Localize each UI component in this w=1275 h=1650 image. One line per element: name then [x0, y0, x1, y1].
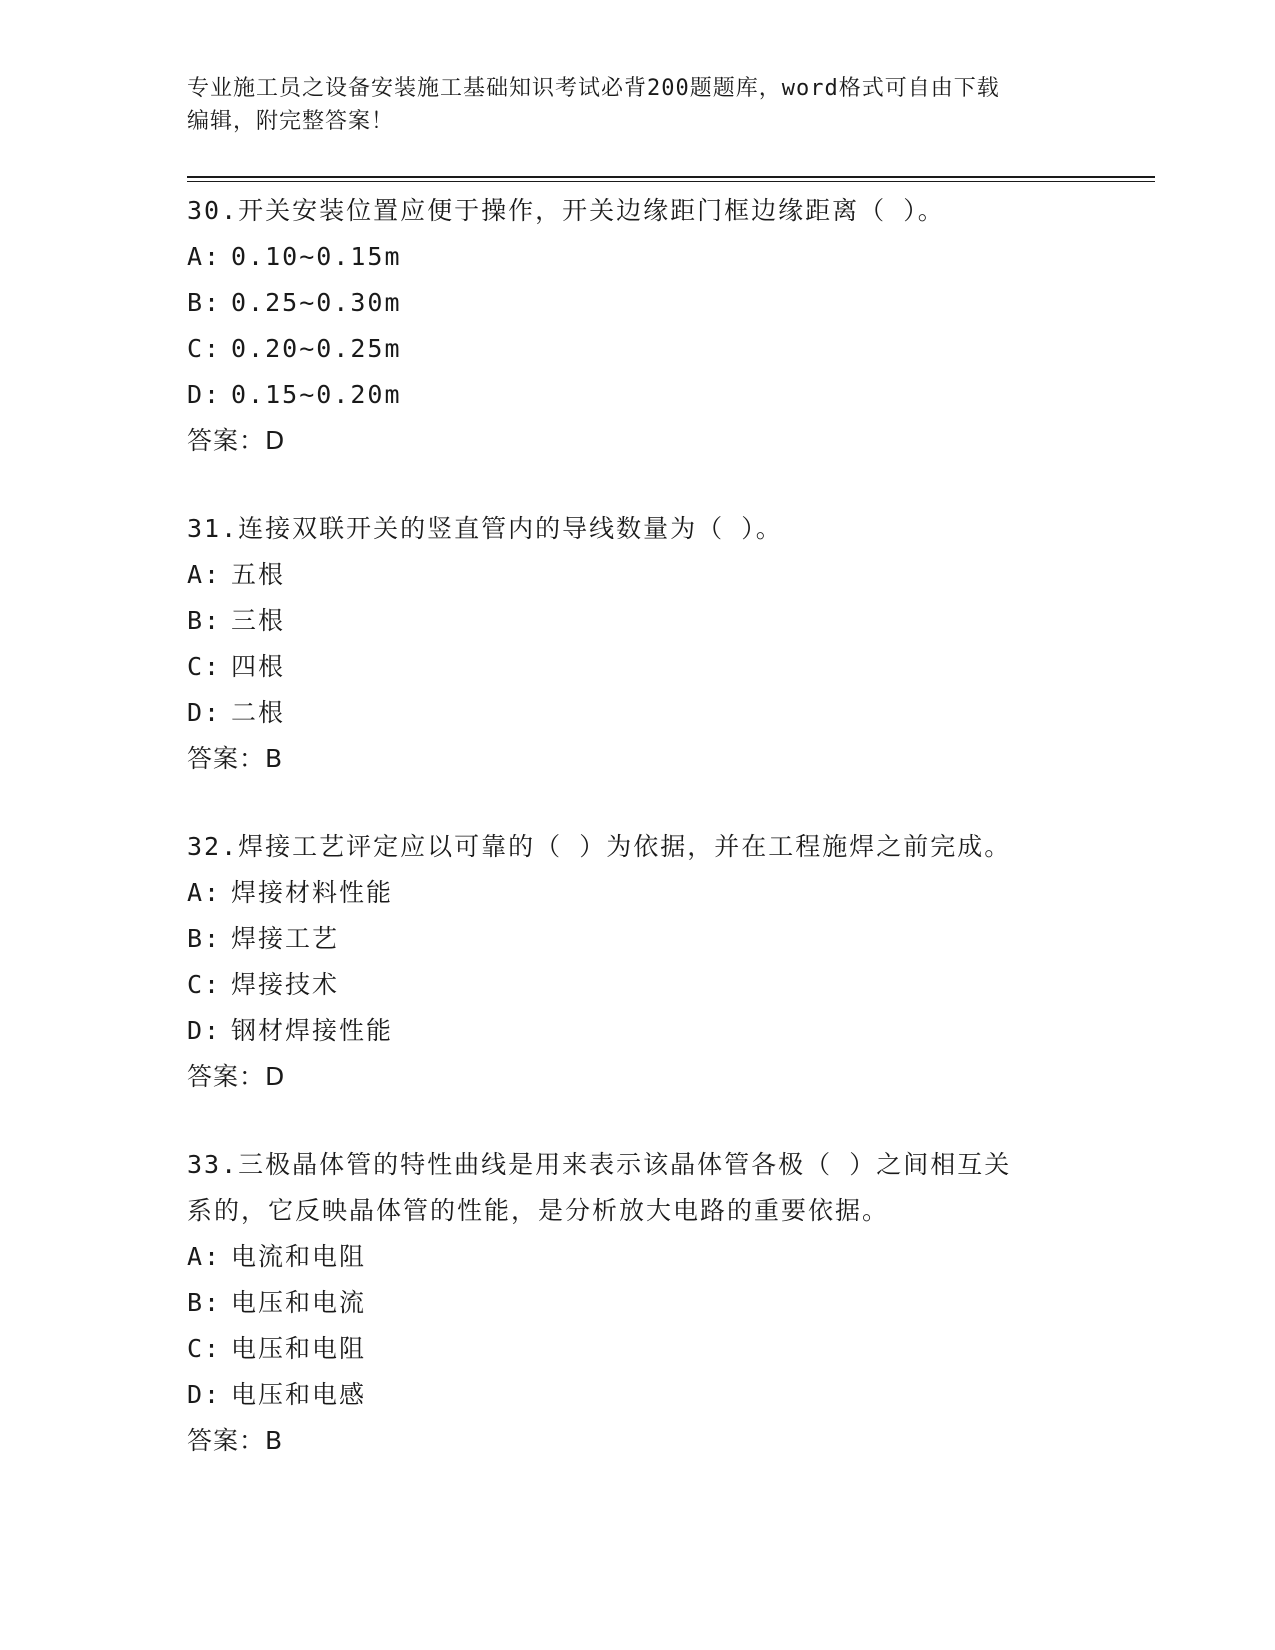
option-letter: A: [187, 560, 222, 589]
option-text: 0.10~0.15m [231, 242, 402, 271]
question-text-line-2: 系的，它反映晶体管的性能，是分析放大电路的重要依据。 [187, 1196, 890, 1225]
option-a [187, 870, 1147, 916]
answer-label: 答案：D [187, 1062, 286, 1091]
question-text-line-1: 33.三极晶体管的特性曲线是用来表示该晶体管各极（ ）之间相互关 [187, 1150, 1012, 1179]
question-33 [187, 1142, 1147, 1464]
question-31 [187, 506, 1147, 782]
option-text: 电流和电阻 [231, 1242, 367, 1271]
question-list [187, 188, 1147, 1506]
option-letter: B: [187, 606, 222, 635]
option-c [187, 1326, 1147, 1372]
option-text: 三根 [231, 606, 286, 635]
option-b [187, 916, 1147, 962]
option-b [187, 598, 1147, 644]
option-text: 五根 [231, 560, 286, 589]
option-text: 0.25~0.30m [231, 288, 402, 317]
option-text: 焊接工艺 [231, 924, 340, 953]
option-d [187, 690, 1147, 736]
option-b [187, 1280, 1147, 1326]
option-letter: C: [187, 334, 222, 363]
option-text: 钢材焊接性能 [231, 1016, 394, 1045]
option-letter: C: [187, 970, 222, 999]
option-a [187, 552, 1147, 598]
option-letter: D: [187, 1380, 222, 1409]
option-letter: C: [187, 1334, 222, 1363]
header-rule-thick [187, 176, 1155, 178]
option-letter: C: [187, 652, 222, 681]
option-letter: D: [187, 380, 222, 409]
answer-label: 答案：B [187, 744, 284, 773]
option-letter: D: [187, 698, 222, 727]
header-line-2: 编辑，附完整答案！ [187, 109, 395, 134]
option-text: 0.15~0.20m [231, 380, 402, 409]
option-c [187, 644, 1147, 690]
option-a [187, 1234, 1147, 1280]
option-text: 电压和电阻 [231, 1334, 367, 1363]
option-text: 焊接技术 [231, 970, 340, 999]
option-text: 电压和电流 [231, 1288, 367, 1317]
question-30 [187, 188, 1147, 464]
document-header [187, 72, 1067, 138]
option-text: 二根 [231, 698, 286, 727]
option-letter: A: [187, 242, 222, 271]
option-letter: B: [187, 1288, 222, 1317]
answer-label: 答案：D [187, 426, 286, 455]
option-d [187, 372, 1147, 418]
option-c [187, 962, 1147, 1008]
answer-label: 答案：B [187, 1426, 284, 1455]
option-letter: D: [187, 1016, 222, 1045]
question-text: 30.开关安装位置应便于操作，开关边缘距门框边缘距离（ ）。 [187, 196, 945, 225]
option-text: 焊接材料性能 [231, 878, 394, 907]
option-letter: A: [187, 878, 222, 907]
option-a [187, 234, 1147, 280]
header-line-1: 专业施工员之设备安装施工基础知识考试必背200题题库，word格式可自由下载 [187, 76, 1000, 101]
option-b [187, 280, 1147, 326]
option-text: 电压和电感 [231, 1380, 367, 1409]
option-letter: B: [187, 924, 222, 953]
option-letter: A: [187, 1242, 222, 1271]
option-c [187, 326, 1147, 372]
question-text: 32.焊接工艺评定应以可靠的（ ）为依据，并在工程施焊之前完成。 [187, 832, 1012, 861]
question-32 [187, 824, 1147, 1100]
option-d [187, 1008, 1147, 1054]
option-text: 0.20~0.25m [231, 334, 402, 363]
option-letter: B: [187, 288, 222, 317]
header-rule-thin [187, 181, 1155, 182]
question-text: 31.连接双联开关的竖直管内的导线数量为（ ）。 [187, 514, 783, 543]
option-text: 四根 [231, 652, 286, 681]
option-d [187, 1372, 1147, 1418]
